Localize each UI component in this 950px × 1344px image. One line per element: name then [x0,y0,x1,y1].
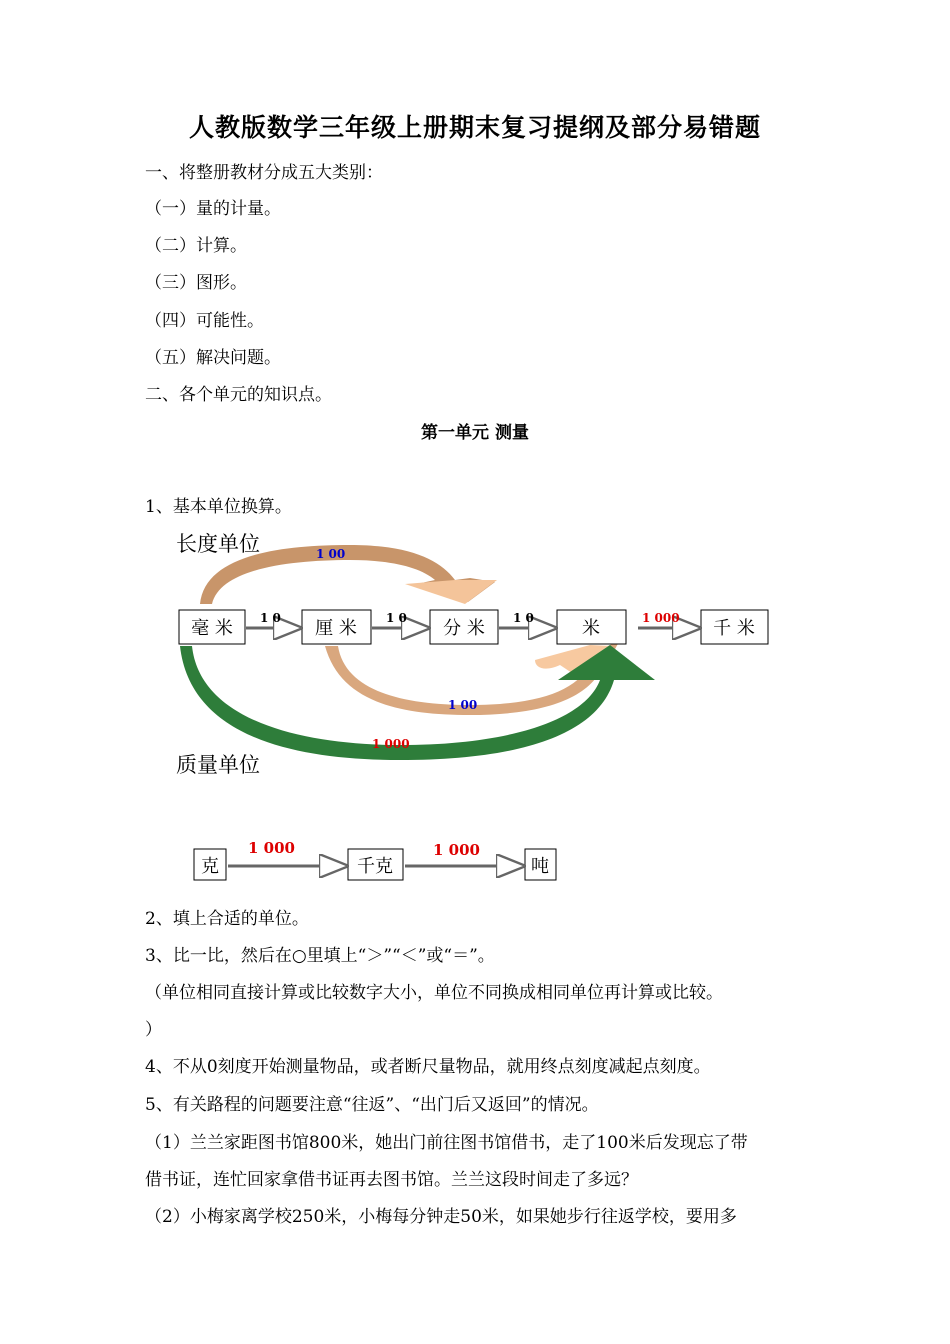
mass-unit-t-box [525,849,556,880]
length-unit-m-box [557,610,626,644]
point-5: 5、有关路程的问题要注意“往返”、“出门后又返回”的情况。 [145,1095,599,1115]
question-1-cont: 借书证，连忙回家拿借书证再去图书馆。兰兰这段时间走了多远？ [145,1170,638,1190]
arc-top-rate: 1 00 [316,547,346,561]
length-unit-label: 分 米 [443,618,485,639]
question-2: （2）小梅家离学校250米，小梅每分钟走50米，如果她步行往返学校，要用多 [145,1207,737,1227]
mass-unit-label: 吨 [531,856,549,877]
category-item: （四）可能性。 [145,311,264,331]
point-4: 4、不从0刻度开始测量物品，或者断尺量物品，就用终点刻度减起点刻度。 [145,1057,711,1077]
rate-cm-dm: 1 0 [386,611,407,625]
length-unit-cm-box [302,610,371,644]
section-1-heading: 一、将整册教材分成五大类别： [145,163,383,183]
category-item: （三）图形。 [145,273,247,293]
section-2-heading: 二、各个单元的知识点。 [145,385,332,405]
mass-unit-label: 千克 [357,856,393,877]
mass-unit-kg-box [348,849,403,880]
length-unit-dm-box [430,610,498,644]
rate-mm-cm: 1 0 [260,611,281,625]
length-unit-mm-box [179,610,245,644]
point-3: 3、比一比，然后在○里填上“＞”“＜”或“＝”。 [145,946,495,966]
mass-unit-label: 克 [201,856,219,877]
rate-m-km: 1 000 [642,611,680,625]
length-unit-label: 米 [582,618,600,639]
point-3-note: （单位相同直接计算或比较数字大小，单位不同换成相同单位再计算或比较。 [145,983,723,1003]
length-unit-label: 毫 米 [191,618,233,639]
unit-title: 第一单元 测量 [421,423,529,443]
mass-units-label: 质量单位 [176,753,260,777]
length-unit-label: 厘 米 [315,618,357,639]
document-title: 人教版数学三年级上册期末复习提纲及部分易错题 [188,113,761,142]
arc-bottom-rate: 1 000 [372,737,410,751]
length-unit-label: 千 米 [713,618,755,639]
arc-head-dm [405,580,497,604]
rate-kg-t: 1 000 [433,841,480,859]
category-item: （五）解决问题。 [145,348,281,368]
point-2: 2、填上合适的单位。 [145,909,309,929]
category-item: （一）量的计量。 [145,199,281,219]
question-1: （1）兰兰家距图书馆800米，她出门前往图书馆借书，走了100米后发现忘了带 [145,1133,748,1153]
arc-mid-rate: 1 00 [448,698,478,712]
category-item: （二）计算。 [145,236,247,256]
rate-g-kg: 1 000 [248,839,295,857]
length-unit-km-box [701,610,768,644]
point-1: 1、基本单位换算。 [145,497,292,517]
rate-dm-m: 1 0 [513,611,534,625]
mass-unit-g-box [194,849,226,880]
point-3-note-end: ） [145,1020,162,1040]
length-units-label: 长度单位 [176,532,260,556]
